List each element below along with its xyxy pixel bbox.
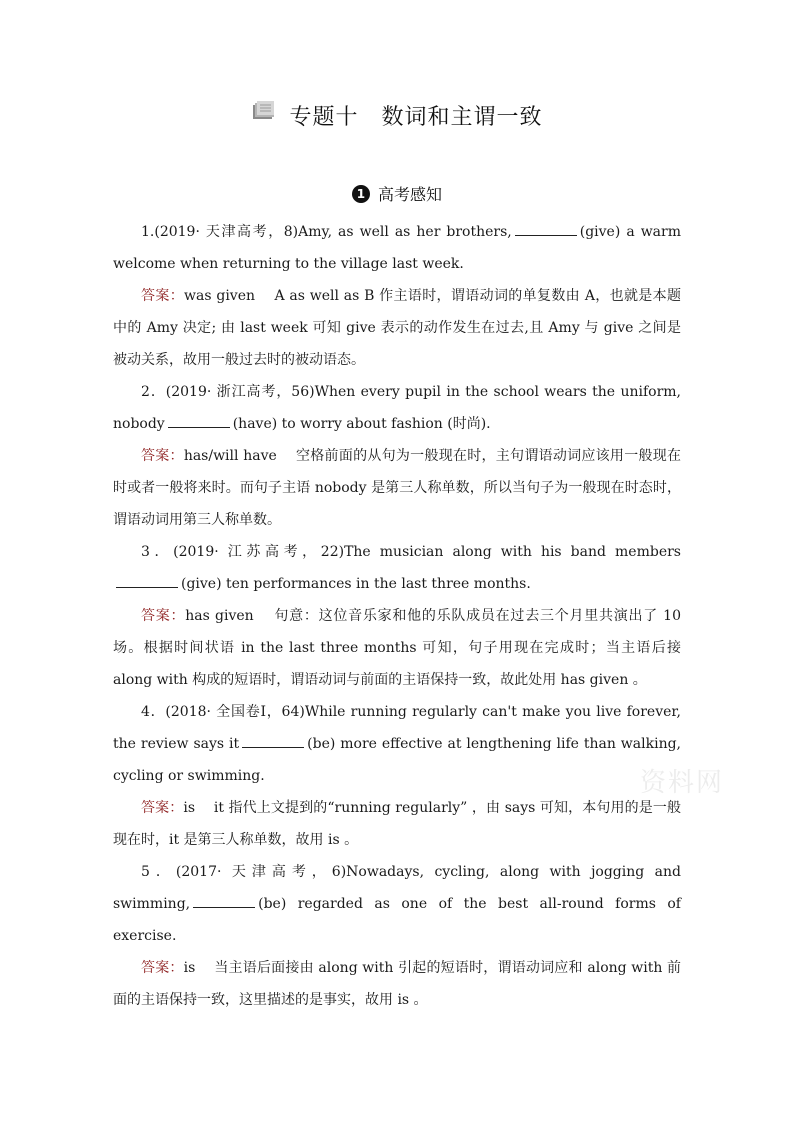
answer-blank <box>193 893 255 908</box>
question-5 <box>113 856 681 952</box>
question-1 <box>113 216 681 280</box>
title-text: 专题十 数词和主谓一致 <box>289 105 543 130</box>
question-text-after: (give) ten performances in the last three months. <box>181 576 531 592</box>
answer-4 <box>113 792 681 856</box>
answer-blank <box>168 413 230 428</box>
question-text-after: (be) regarded as one of the best all-round forms of exercise. <box>113 896 681 944</box>
answer-label: 答案： <box>141 800 184 816</box>
question-4 <box>113 696 681 792</box>
watermark: 资料网 <box>640 768 725 798</box>
question-text-before: 3．(2019· 江苏高考，22)The musician along with his band members <box>141 544 681 560</box>
answer-text: was given A as well as B 作主语时，谓语动词的单复数由 A，也就是本题中的 Amy 决定; 由 last week 可知 give 表示的动作发生在过去,且 Amy 与 give 之间是被动关系，故用一般过去时的被动语态。 <box>113 288 682 368</box>
section-number: 1 <box>352 185 370 203</box>
answer-text: is it 指代上文提到的“running regularly” ，由 says 可知，本句用的是一般现在时，it 是第三人称单数，故用 is 。 <box>113 800 682 848</box>
section-heading <box>0 182 794 205</box>
question-text-after: (have) to worry about fashion (时尚). <box>232 416 491 432</box>
question-text-before: 1.(2019· 天津高考，8)Amy, as well as her brothers, <box>141 224 512 240</box>
answer-text: has given 句意：这位音乐家和他的乐队成员在过去三个月里共演出了 10 场。根据时间状语 in the last three months 可知，句子用现在完成时；当主语后接 along with 构成的短语时，谓语动词与前面的主语保持一致，故此处用 has given 。 <box>113 608 681 688</box>
book-icon <box>251 101 275 127</box>
answer-5 <box>113 952 681 1016</box>
answer-blank <box>242 733 304 748</box>
section-label: 高考感知 <box>378 185 443 204</box>
answer-blank <box>116 573 178 588</box>
answer-text: has/will have 空格前面的从句为一般现在时，主句谓语动词应该用一般现在时或者一般将来时。而句子主语 nobody 是第三人称单数，所以当句子为一般现在时态时，谓语动词用第三人称单数。 <box>113 448 682 528</box>
question-2 <box>113 376 681 440</box>
answer-2 <box>113 440 681 536</box>
question-text-after: (be) more effective at lengthening life than walking, cycling or swimming. <box>113 736 682 784</box>
question-list <box>113 216 681 1016</box>
question-text-before: 5．(2017· 天津高考，6)Nowadays, cycling, along with jogging and swimming, <box>113 864 681 912</box>
answer-label: 答案： <box>141 288 185 304</box>
answer-blank <box>515 221 577 236</box>
answer-label: 答案： <box>141 608 186 624</box>
question-text-after: (give) a warm welcome when returning to the village last week. <box>113 224 681 272</box>
question-3 <box>113 536 681 600</box>
answer-text: is 当主语后面接由 along with 引起的短语时，谓语动词应和 along with 前面的主语保持一致，这里描述的是事实，故用 is 。 <box>113 960 682 1008</box>
answer-label: 答案： <box>141 448 184 464</box>
question-text-before: 2．(2019· 浙江高考，56)When every pupil in the school wears the uniform, nobody <box>113 384 681 432</box>
page-title <box>0 100 794 131</box>
answer-3 <box>113 600 681 696</box>
question-text-before: 4．(2018· 全国卷Ⅰ，64)While running regularly can't make you live forever, the review says it <box>113 704 681 752</box>
answer-1 <box>113 280 681 376</box>
answer-label: 答案： <box>141 960 184 976</box>
